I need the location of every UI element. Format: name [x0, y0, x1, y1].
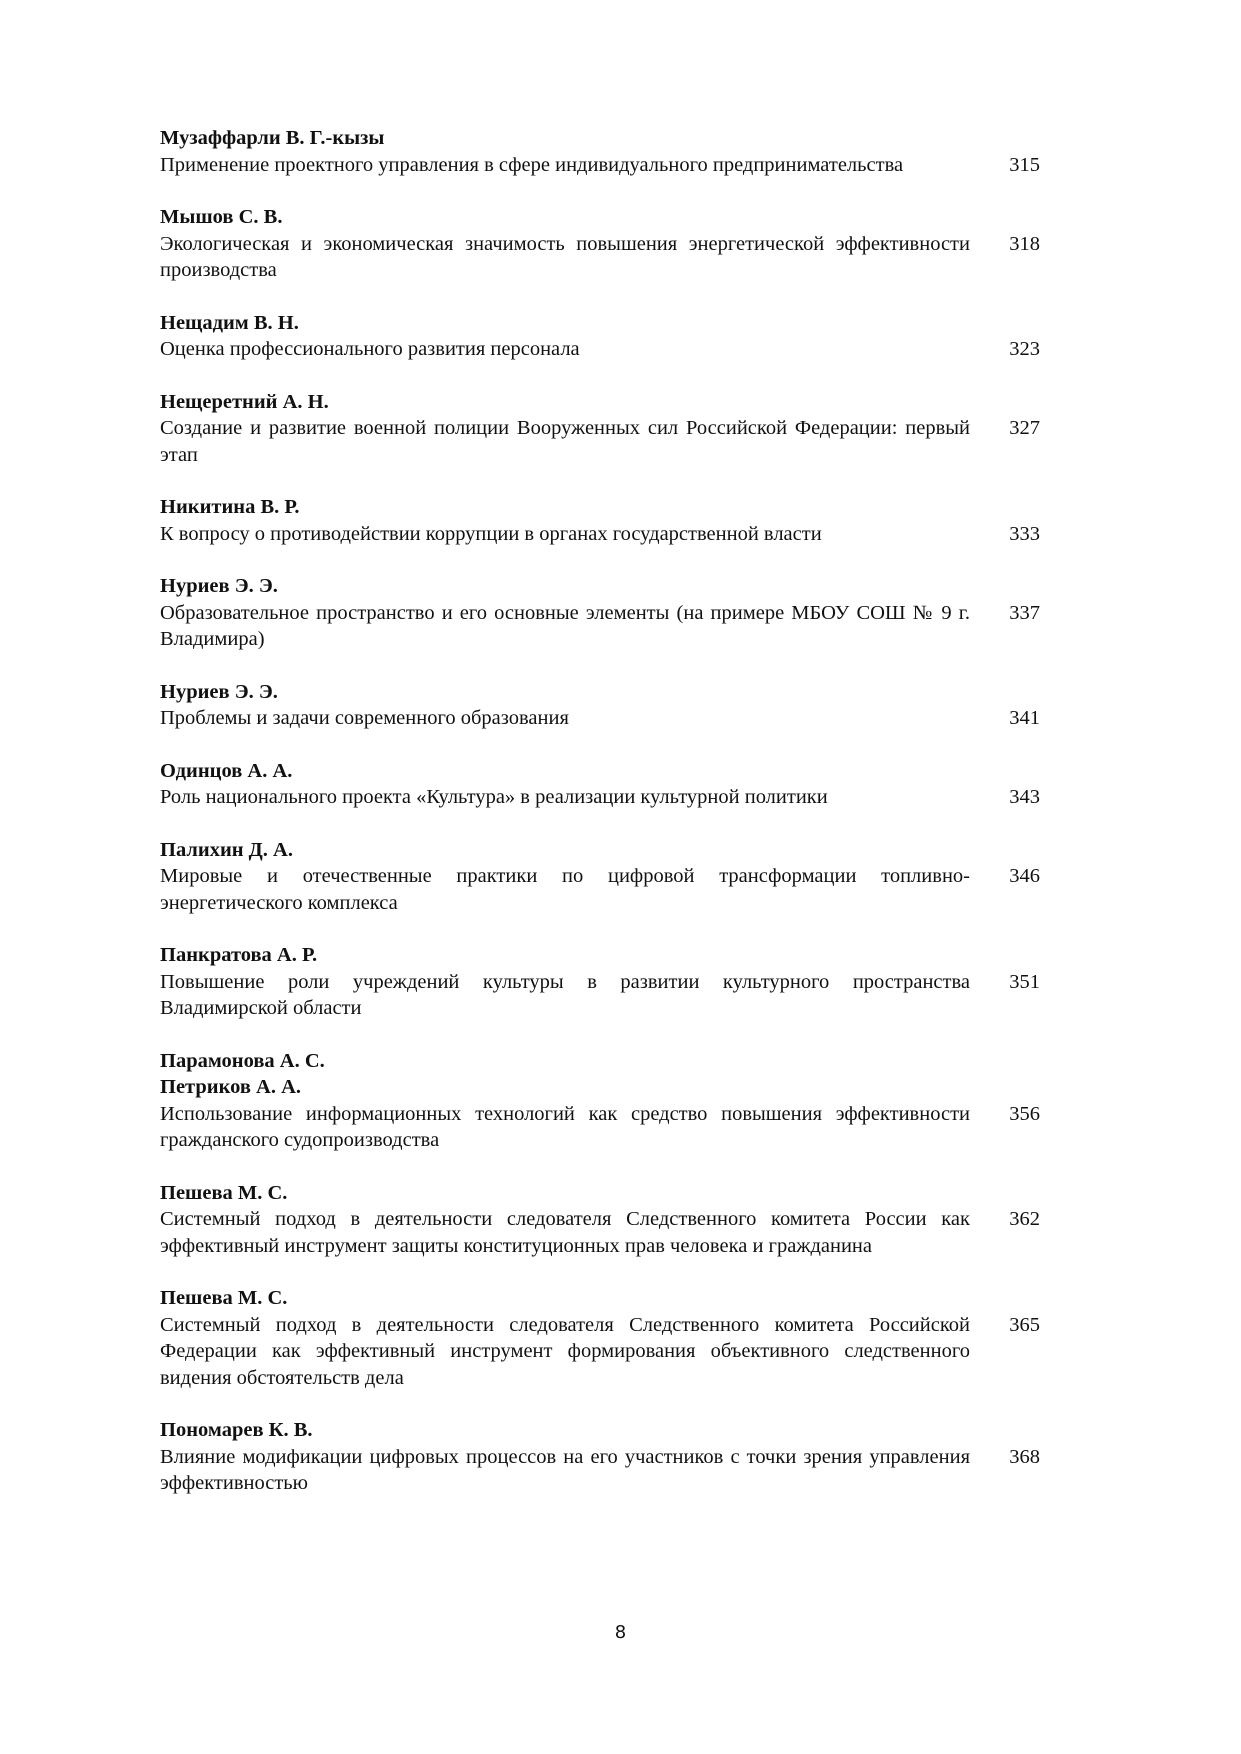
entry-author: Парамонова А. С.	[160, 1049, 325, 1072]
entry-page-number: 346	[1009, 865, 1040, 887]
entry-page-number: 341	[1009, 707, 1040, 729]
entry-author: Одинцов А. А.	[160, 759, 293, 782]
toc-entry	[160, 679, 1040, 732]
toc-entry	[160, 942, 1040, 1022]
entry-title: Экологическая и экономическая значимость повышения энергетической эффективности производства	[160, 232, 970, 281]
entry-page-number: 365	[1009, 1313, 1040, 1336]
entry-author: Пешева М. С.	[160, 1181, 288, 1204]
entry-author: Пешева М. С.	[160, 1287, 288, 1309]
entry-title: Образовательное пространство и его основные элементы (на примере МБОУ СОШ № 9 г. Владимира)	[160, 601, 970, 650]
toc-entry	[160, 1417, 1040, 1497]
entry-page-number: 333	[1009, 522, 1040, 545]
entry-title: Системный подход в деятельности следователя Следственного комитета России как эффективный инструмент защиты конституционных прав человека и гражданина	[160, 1208, 970, 1257]
page-footer-number: 8	[614, 1622, 627, 1643]
entry-author: Нещадим В. Н.	[160, 311, 299, 334]
entry-title: Мировые и отечественные практики по цифровой трансформации топливно-энергетического комплекса	[160, 865, 970, 914]
toc-entry	[160, 1180, 1040, 1260]
entry-page-number: 323	[1009, 338, 1040, 360]
entry-author: Пономарев К. В.	[160, 1419, 313, 1441]
entry-title: Роль национального проекта «Культура» в реализации культурной политики	[160, 786, 828, 808]
entry-author: Нуриев Э. Э.	[160, 680, 278, 703]
entry-page-number: 318	[1009, 232, 1040, 255]
toc-entry	[160, 758, 1040, 811]
entry-page-number: 343	[1009, 786, 1040, 808]
entry-title: Оценка профессионального развития персонала	[160, 338, 580, 360]
entry-author: Нуриев Э. Э.	[160, 575, 278, 597]
entry-author: Мышов С. В.	[160, 206, 283, 228]
entry-title: Создание и развитие военной полиции Вооруженных сил Российской Федерации: первый этап	[160, 417, 970, 466]
entry-author: Нещеретний А. Н.	[160, 390, 329, 413]
entry-title: Проблемы и задачи современного образования	[160, 707, 569, 729]
entry-title: Повышение роли учреждений культуры в развитии культурного пространства Владимирской области	[160, 970, 970, 1019]
entry-page-number: 351	[1009, 970, 1040, 993]
toc-entry	[160, 1285, 1040, 1391]
entry-author: Никитина В. Р.	[160, 496, 300, 518]
entry-page-number: 362	[1009, 1208, 1040, 1230]
entry-page-number: 368	[1009, 1445, 1040, 1468]
entry-page-number: 337	[1009, 601, 1040, 624]
entry-page-number: 315	[1009, 153, 1040, 176]
toc-entry	[160, 125, 1040, 178]
entry-author: Петриков А. А.	[160, 1076, 302, 1098]
toc-entry	[160, 837, 1040, 917]
toc-entry	[160, 573, 1040, 653]
entry-page-number: 356	[1009, 1102, 1040, 1125]
entry-author: Музаффарли В. Г.-кызы	[160, 127, 385, 149]
toc-entry	[160, 389, 1040, 469]
entry-author: Палихин Д. А.	[160, 838, 293, 861]
toc-entry	[160, 494, 1040, 547]
entry-author: Панкратова А. Р.	[160, 944, 318, 966]
toc-entry	[160, 204, 1040, 284]
entry-title: Системный подход в деятельности следователя Следственного комитета Российской Федерации как эффективный инструмент формирования объективного следственного видения обстоятельств дела	[160, 1313, 970, 1389]
toc-entry	[160, 310, 1040, 363]
entry-page-number: 327	[1009, 417, 1040, 439]
entry-title: К вопросу о противодействии коррупции в органах государственной власти	[160, 522, 822, 545]
toc-entry	[160, 1048, 1040, 1154]
table-of-contents	[160, 125, 1040, 1523]
entry-title: Использование информационных технологий как средство повышения эффективности гражданского судопроизводства	[160, 1102, 970, 1151]
entry-title: Применение проектного управления в сфере индивидуального предпринимательства	[160, 153, 904, 176]
entry-title: Влияние модификации цифровых процессов на его участников с точки зрения управления эффективностью	[160, 1445, 970, 1494]
